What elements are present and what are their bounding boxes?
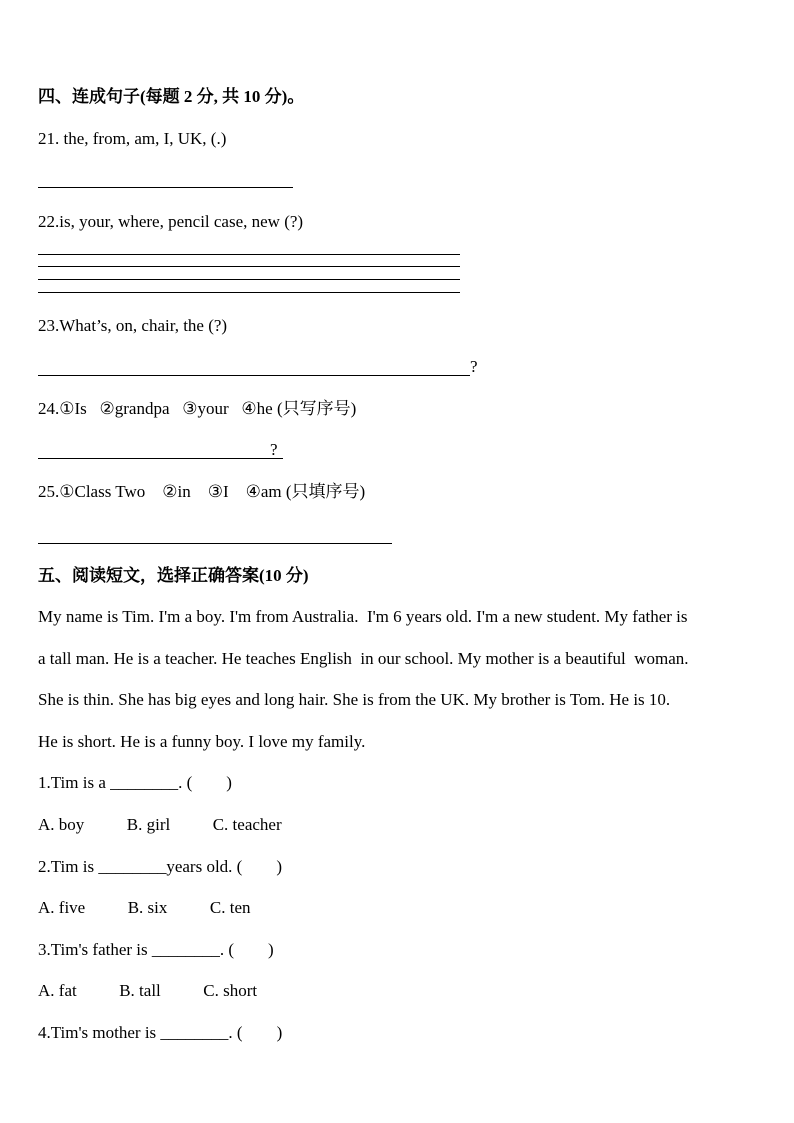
reading-question-2: 2.Tim is ________years old. ( ) [38, 857, 282, 876]
passage-line-1: My name is Tim. I'm a boy. I'm from Australia. I'm 6 years old. I'm a new student. My father is [38, 607, 688, 626]
question-22: 22.is, your, where, pencil case, new (?) [38, 212, 304, 231]
answer-line-21[interactable] [38, 187, 293, 188]
question-25: 25.①Class Two ②in ③I ④am (只填序号) [38, 482, 366, 501]
answer-line-23[interactable] [38, 375, 470, 376]
reading-options-3: A. fat B. tall C. short [38, 981, 258, 1000]
reading-question-4: 4.Tim's mother is ________. ( ) [38, 1023, 283, 1042]
reading-options-2: A. five B. six C. ten [38, 898, 251, 917]
section-4-title: 四、连成句子(每题 2 分, 共 10 分)。 [38, 87, 305, 106]
passage-line-3: She is thin. She has big eyes and long hair. She is from the UK. My brother is Tom. He is 10. [38, 690, 671, 709]
reading-question-3: 3.Tim's father is ________. ( ) [38, 940, 274, 959]
question-21: 21. the, from, am, I, UK, (.) [38, 129, 227, 148]
passage-line-2: a tall man. He is a teacher. He teaches English in our school. My mother is a beautiful woman. [38, 649, 689, 668]
answer-line-22-c[interactable] [38, 279, 460, 280]
passage-line-4: He is short. He is a funny boy. I love my family. [38, 732, 366, 751]
answer-line-22-a[interactable] [38, 254, 460, 255]
question-mark-23: ? [470, 357, 478, 376]
question-24: 24.①Is ②grandpa ③your ④he (只写序号) [38, 399, 357, 418]
question-mark-24: ? [270, 440, 278, 459]
question-23: 23.What’s, on, chair, the (?) [38, 316, 228, 335]
answer-line-22-d[interactable] [38, 292, 460, 293]
answer-row-23 [38, 357, 488, 379]
section-5-title: 五、阅读短文，选择正确答案(10 分) [38, 566, 309, 585]
reading-question-1: 1.Tim is a ________. ( ) [38, 773, 232, 792]
answer-line-25[interactable] [38, 543, 392, 544]
answer-line-24[interactable] [38, 458, 283, 459]
answer-row-24 [38, 440, 288, 462]
answer-line-22-b[interactable] [38, 266, 460, 267]
reading-options-1: A. boy B. girl C. teacher [38, 815, 282, 834]
